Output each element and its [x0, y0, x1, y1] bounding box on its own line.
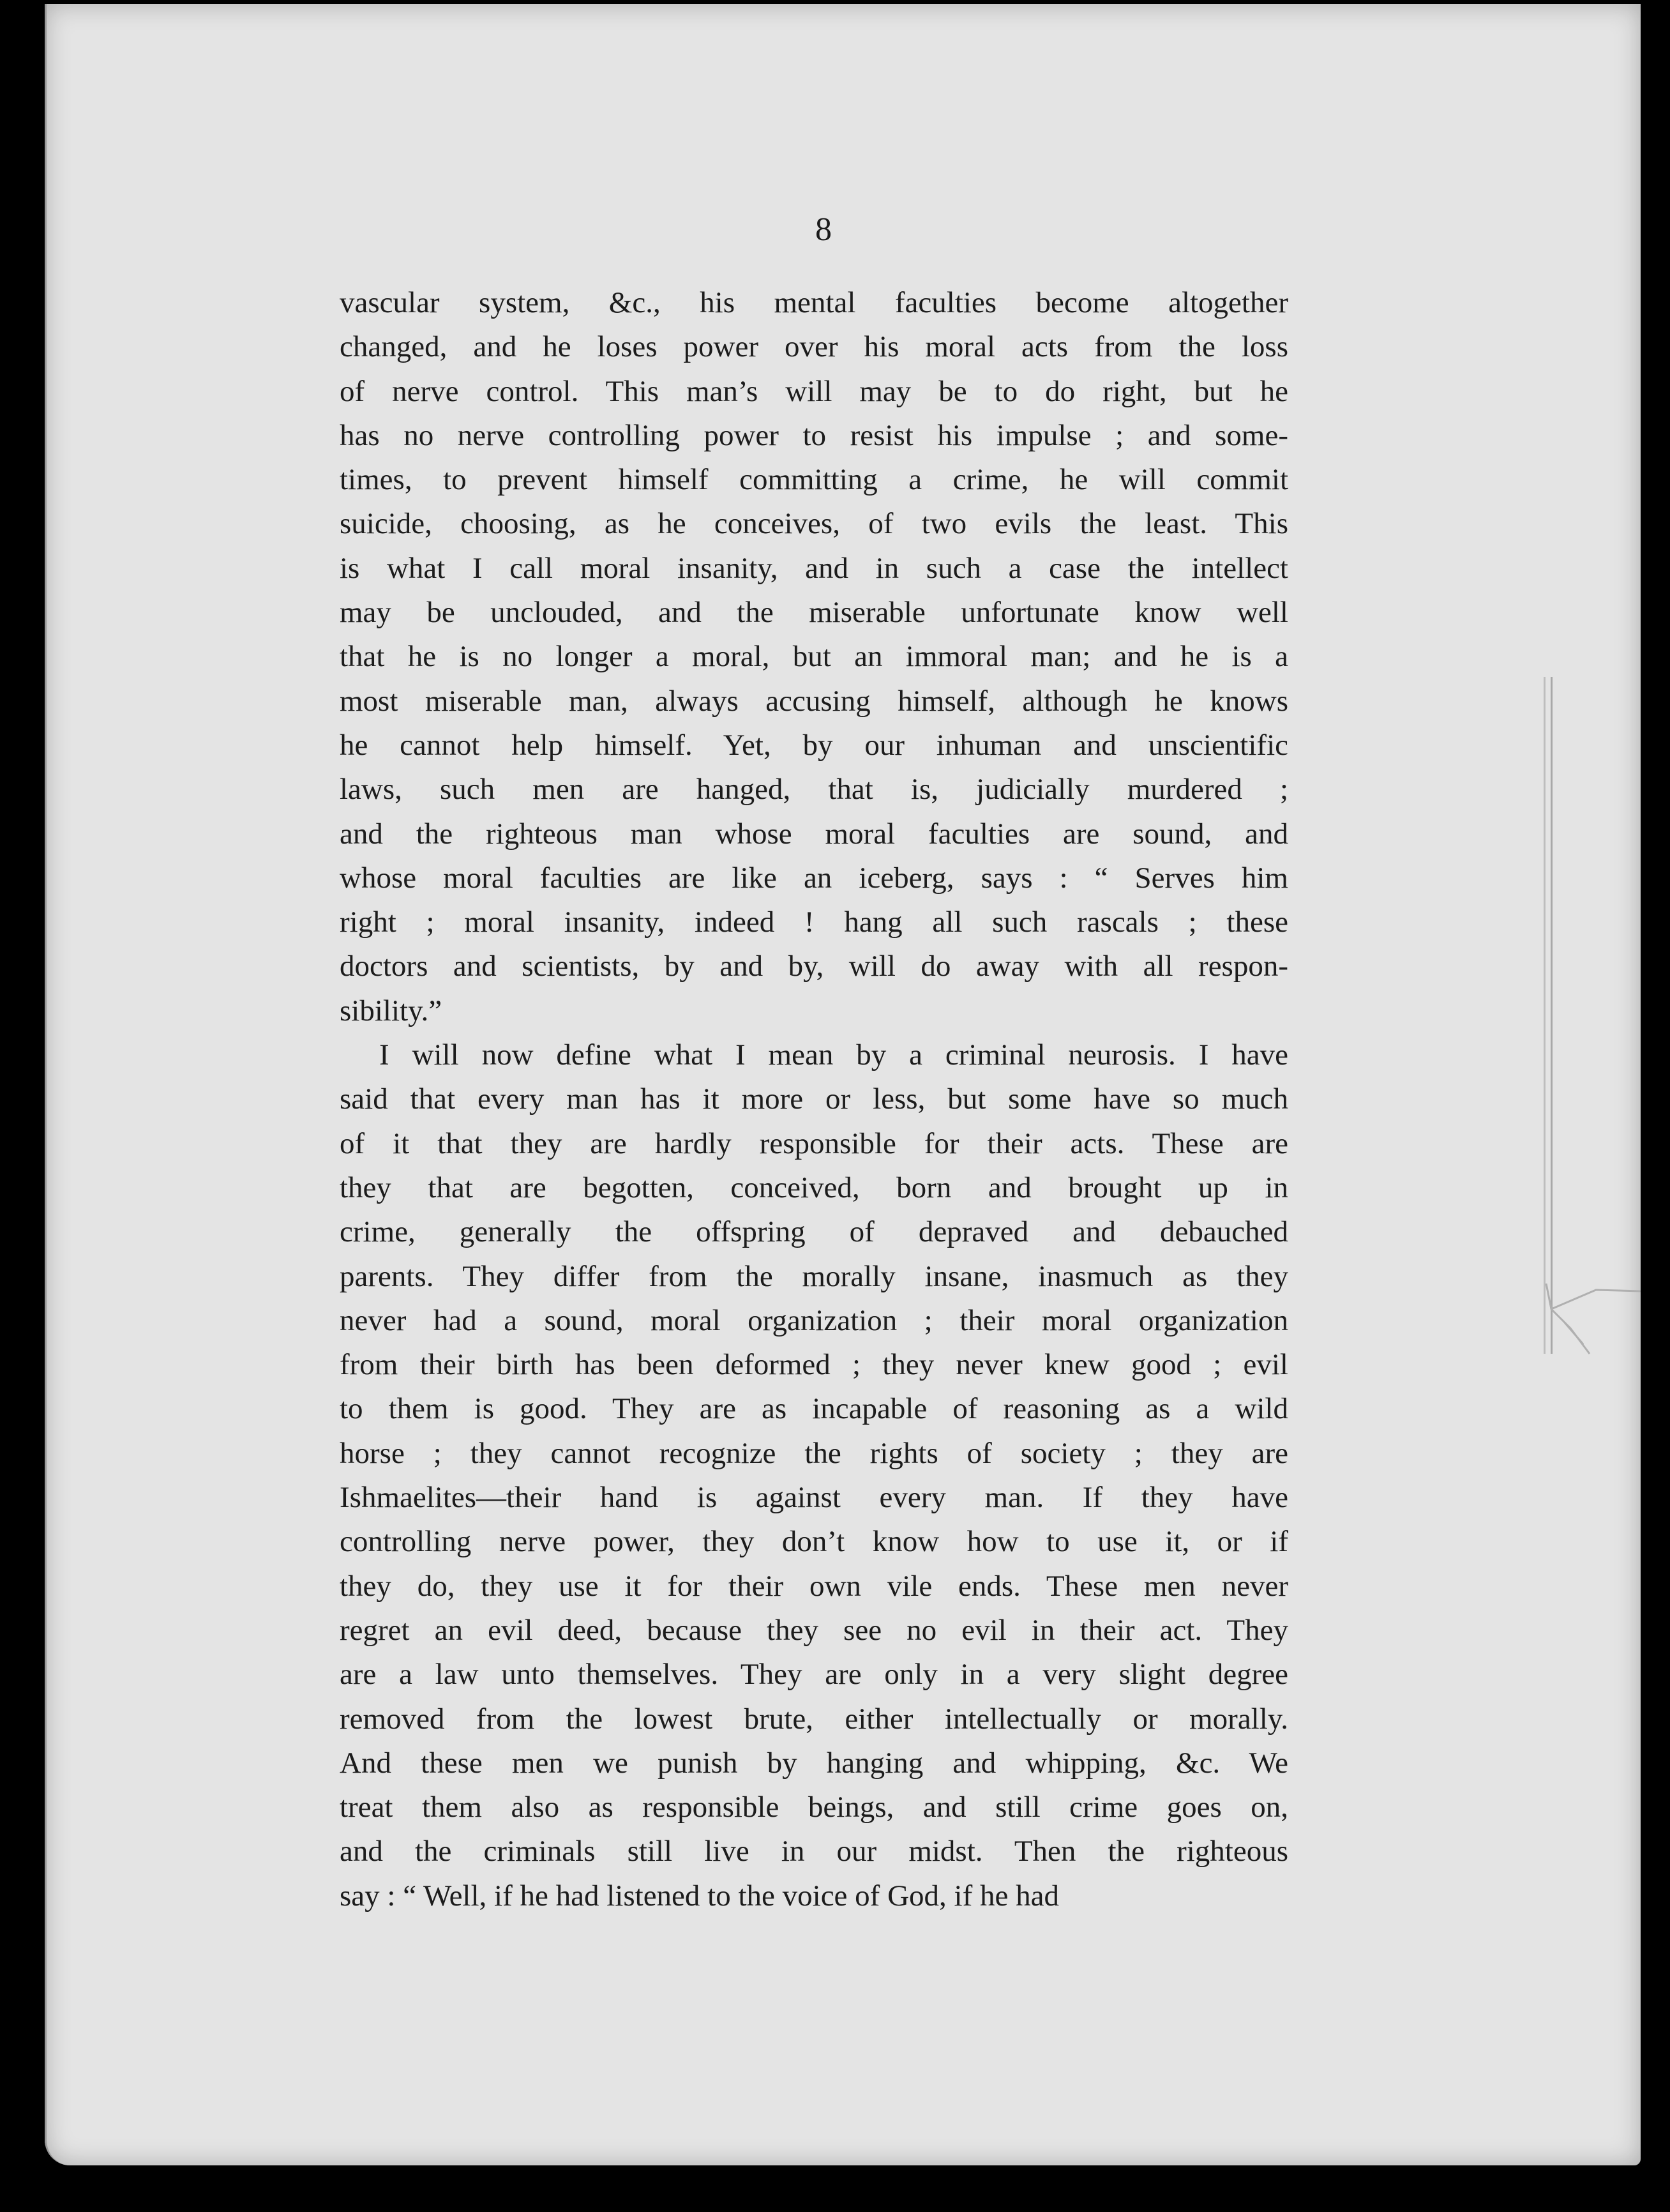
text-line: whose moral faculties are like an iceberg, says : “ Serves him	[340, 861, 1288, 895]
text-line: of it that they are hardly responsible for their acts. These are	[340, 1126, 1288, 1160]
text-line: from their birth has been deformed ; they never knew good ; evil	[340, 1348, 1288, 1382]
text-line: suicide, choosing, as he conceives, of two evils the least. This	[340, 507, 1288, 541]
text-line: changed, and he loses power over his moral acts from the loss	[340, 330, 1288, 364]
text-line: he cannot help himself. Yet, by our inhuman and unscientific	[340, 728, 1288, 762]
text-line: they do, they use it for their own vile ends. These men never	[340, 1569, 1288, 1603]
text-line: Ishmaelites—their hand is against every man. If they have	[340, 1481, 1288, 1515]
text-line: doctors and scientists, by and by, will do away with all respon-	[340, 950, 1288, 983]
text-line: treat them also as responsible beings, and still crime goes on,	[340, 1791, 1288, 1824]
text-line: times, to prevent himself committing a crime, he will commit	[340, 463, 1288, 497]
paragraph	[340, 1033, 1288, 1918]
text-line: is what I call moral insanity, and in such a case the intellect	[340, 551, 1288, 585]
text-line: parents. They differ from the morally insane, inasmuch as they	[340, 1259, 1288, 1293]
text-line: said that every man has it more or less, but some have so much	[340, 1082, 1288, 1116]
text-line: and the criminals still live in our midst. Then the righteous	[340, 1835, 1288, 1868]
binding-string	[1544, 677, 1553, 1354]
text-line: to them is good. They are as incapable of reasoning as a wild	[340, 1392, 1288, 1426]
text-line: may be unclouded, and the miserable unfortunate know well	[340, 596, 1288, 630]
text-line: controlling nerve power, they don’t know how to use it, or if	[340, 1525, 1288, 1559]
text-line: never had a sound, moral organization ; their moral organization	[340, 1303, 1288, 1337]
text-line: removed from the lowest brute, either intellectually or morally.	[340, 1702, 1288, 1736]
text-line: of nerve control. This man’s will may be to do right, but he	[340, 374, 1288, 408]
text-line: regret an evil deed, because they see no evil in their act. They	[340, 1613, 1288, 1647]
paragraph	[340, 281, 1288, 1033]
text-line: are a law unto themselves. They are only in a very slight degree	[340, 1658, 1288, 1692]
text-line: and the righteous man whose moral faculties are sound, and	[340, 817, 1288, 851]
binding-knot	[1545, 1284, 1647, 1360]
text-line: crime, generally the offspring of depraved and debauched	[340, 1215, 1288, 1249]
text-line: laws, such men are hanged, that is, judicially murdered ;	[340, 773, 1288, 807]
text-line: And these men we punish by hanging and whipping, &c. We	[340, 1746, 1288, 1780]
page-number: 8	[815, 211, 832, 248]
text-line: has no nerve controlling power to resist his impulse ; and some-	[340, 418, 1288, 452]
text-line: right ; moral insanity, indeed ! hang all such rascals ; these	[340, 905, 1288, 939]
text-line: vascular system, &c., his mental faculties become altogether	[340, 286, 1288, 319]
text-line: they that are begotten, conceived, born and brought up in	[340, 1170, 1288, 1204]
body-text	[340, 281, 1288, 1918]
text-line: most miserable man, always accusing himself, although he knows	[340, 684, 1288, 718]
text-line: say : “ Well, if he had listened to the voice of God, if he had	[340, 1879, 1059, 1913]
text-line: that he is no longer a moral, but an immoral man; and he is a	[340, 640, 1288, 674]
text-line: I will now define what I mean by a criminal neurosis. I have	[379, 1038, 1288, 1072]
text-line: sibility.”	[340, 994, 442, 1027]
text-line: horse ; they cannot recognize the rights of society ; they are	[340, 1436, 1288, 1470]
